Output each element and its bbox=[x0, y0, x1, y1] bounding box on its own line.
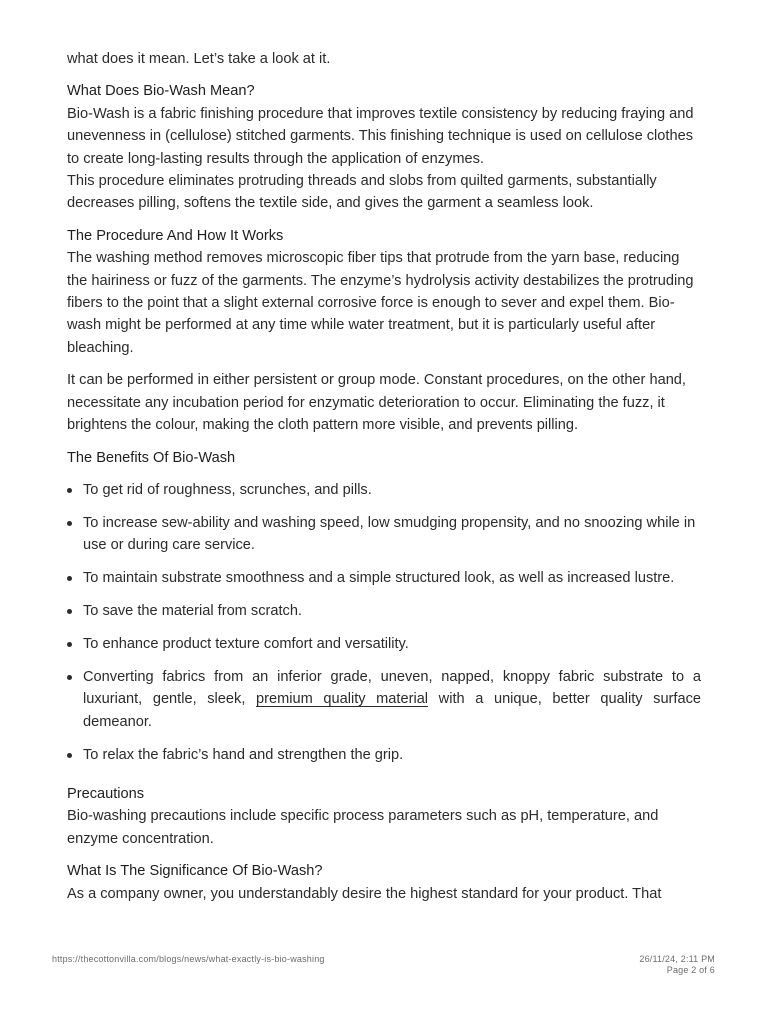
list-item-text: with a unique, better quality surface demeanor. bbox=[83, 691, 702, 730]
benefits-list bbox=[67, 479, 701, 766]
paragraph: This procedure eliminates protruding threads and slobs from quilted garments, substantially decreases pilling, softens the textile side, and gives the garment a seamless look. bbox=[67, 173, 657, 212]
list-item: To relax the fabric’s hand and strengthen the grip. bbox=[67, 744, 701, 766]
footer-url: https://thecottonvilla.com/blogs/news/what-exactly-is-bio-washing bbox=[52, 954, 325, 964]
footer-page-number: Page 2 of 6 bbox=[666, 965, 715, 975]
premium-quality-material-link[interactable]: premium quality material bbox=[255, 691, 429, 708]
list-item: To get rid of roughness, scrunches, and pills. bbox=[67, 479, 701, 501]
intro-line: what does it mean. Let’s take a look at it. bbox=[67, 51, 331, 67]
list-item: To increase sew-ability and washing speed, low smudging propensity, and no snoozing while in use or during care service. bbox=[67, 512, 701, 557]
list-item: To save the material from scratch. bbox=[67, 600, 701, 622]
paragraph: The washing method removes microscopic fiber tips that protrude from the yarn base, reducing the hairiness or fuzz of the garments. The enzyme’s hydrolysis activity destabilizes the protruding fibers to the point that a slight external corrosive force is enough to sever and expel them. Bio-wash might be performed at any time while water treatment, but it is particularly useful after bleaching. bbox=[67, 250, 694, 356]
list-item-text: Converting fabrics from an inferior grade, uneven, napped, knoppy fabric substrate to a luxuriant, gentle, sleek, bbox=[83, 668, 701, 708]
heading-significance: What Is The Significance Of Bio-Wash? bbox=[67, 863, 323, 880]
list-item bbox=[67, 666, 701, 733]
footer-datetime: 26/11/24, 2:11 PM bbox=[639, 954, 715, 964]
paragraph: Bio-washing precautions include specific process parameters such as pH, temperature, and enzyme concentration. bbox=[67, 808, 659, 847]
heading-benefits: The Benefits Of Bio-Wash bbox=[67, 449, 236, 466]
list-item: To enhance product texture comfort and versatility. bbox=[67, 633, 701, 655]
footer-meta bbox=[639, 954, 715, 976]
paragraph: It can be performed in either persistent or group mode. Constant procedures, on the other hand, necessitate any incubation period for enzymatic deterioration to occur. Eliminating the fuzz, it brightens the colour, making the cloth pattern more visible, and prevents pilling. bbox=[67, 372, 686, 434]
article-body bbox=[67, 48, 701, 905]
heading-what-does-bio-wash-mean: What Does Bio-Wash Mean? bbox=[67, 83, 255, 100]
heading-procedure: The Procedure And How It Works bbox=[67, 227, 284, 244]
paragraph: As a company owner, you understandably desire the highest standard for your product. That bbox=[67, 885, 662, 902]
list-item: To maintain substrate smoothness and a simple structured look, as well as increased lustre. bbox=[67, 567, 701, 589]
paragraph: Bio-Wash is a fabric finishing procedure that improves textile consistency by reducing fraying and unevenness in (cellulose) stitched garments. This finishing technique is used on cellulose clothes to create long-lasting results through the application of enzymes. bbox=[67, 105, 694, 167]
heading-precautions: Precautions bbox=[67, 785, 145, 802]
